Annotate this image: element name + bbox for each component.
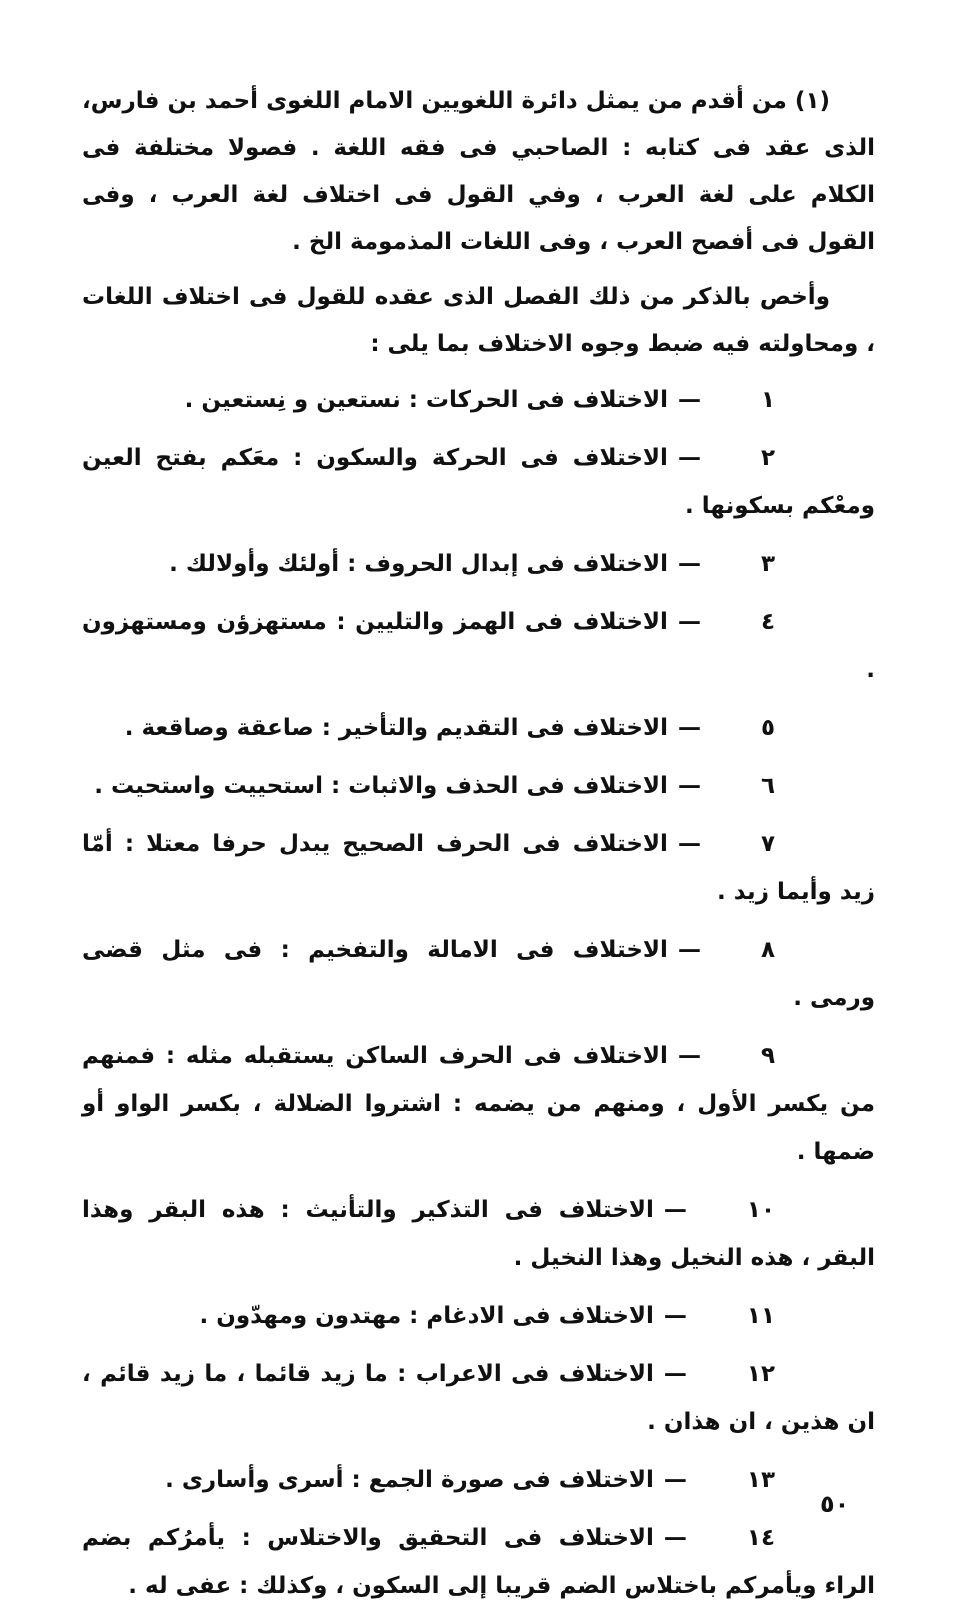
item-text: الاختلاف فى إبدال الحروف : أولئك وأولالك . <box>169 551 668 577</box>
list-item <box>82 762 875 810</box>
dash-separator: — <box>677 773 701 799</box>
item-number: ١ <box>760 387 775 413</box>
item-text: الاختلاف فى صورة الجمع : أسرى وأسارى . <box>165 1467 654 1493</box>
dash-separator: — <box>677 715 701 741</box>
item-text: الاختلاف فى التذكير والتأنيث : هذه البقر وهذا البقر ، هذه النخيل وهذا النخيل . <box>82 1197 875 1271</box>
item-text: الاختلاف فى الحركات : نستعين و نِستعين . <box>184 387 668 413</box>
page-body <box>82 78 875 1620</box>
item-number: ١١ <box>746 1303 775 1329</box>
dash-separator: — <box>677 1043 701 1069</box>
footnote-paragraph: (١) من أقدم من يمثل دائرة اللغويين الامام اللغوى أحمد بن فارس، الذى عقد فى كتابه : الصاحبي فى فقه اللغة . فصولا مختلفة فى الكلام على لغة العرب ، وفي القول فى اختلاف لغة العرب ، وفى القول فى أفصح العرب ، وفى اللغات المذمومة الخ . <box>82 88 875 255</box>
item-number: ٧ <box>760 831 775 857</box>
item-number: ١٢ <box>746 1361 775 1387</box>
dash-separator: — <box>663 1197 687 1223</box>
item-text: الاختلاف فى التقديم والتأخير : صاعقة وصاقعة . <box>124 715 668 741</box>
item-number: ٨ <box>760 937 775 963</box>
dash-separator: — <box>677 937 701 963</box>
dash-separator: — <box>663 1361 687 1387</box>
list-item <box>82 598 875 694</box>
item-text: الاختلاف فى الحذف والاثبات : استحييت واستحيت . <box>94 773 668 799</box>
item-text: الاختلاف فى الحرف الساكن يستقبله مثله : فمنهم من يكسر الأول ، ومنهم من يضمه : اشتروا الضلالة ، بكسر الواو أو ضمها . <box>82 1043 875 1165</box>
dash-separator: — <box>663 1303 687 1329</box>
dash-separator: — <box>663 1525 687 1551</box>
item-number: ٩ <box>760 1043 775 1069</box>
item-text: الاختلاف فى الحركة والسكون : معَكم بفتح العين ومعْكم بسكونها . <box>82 445 875 519</box>
dash-separator: — <box>677 445 701 471</box>
intro-paragraph: وأخص بالذكر من ذلك الفصل الذى عقده للقول فى اختلاف اللغات ، ومحاولته فيه ضبط وجوه الاختلاف بما يلى : <box>82 284 875 357</box>
list-item <box>82 1292 875 1340</box>
dash-separator: — <box>677 387 701 413</box>
list-item <box>82 1186 875 1282</box>
item-text: الاختلاف فى الادغام : مهتدون ومهدّون . <box>199 1303 654 1329</box>
dash-separator: — <box>677 609 701 635</box>
item-text: الاختلاف فى الهمز والتليين : مستهزؤن ومستهزون . <box>82 609 875 683</box>
item-number: ١٤ <box>746 1525 775 1551</box>
list-item <box>82 1350 875 1446</box>
item-number: ٢ <box>760 445 775 471</box>
dash-separator: — <box>677 831 701 857</box>
page-number: ٥٠ <box>820 1490 850 1518</box>
list-item <box>82 1456 875 1504</box>
item-number: ١٠ <box>746 1197 775 1223</box>
item-number: ٦ <box>760 773 775 799</box>
list-item <box>82 820 875 916</box>
item-number: ٤ <box>760 609 775 635</box>
list-item <box>82 1514 875 1610</box>
item-text: الاختلاف فى الحرف الصحيح يبدل حرفا معتلا : أمّا زيد وأيما زيد . <box>82 831 875 905</box>
list-item <box>82 540 875 588</box>
dash-separator: — <box>663 1467 687 1493</box>
item-number: ٣ <box>760 551 775 577</box>
item-text: الاختلاف فى الاعراب : ما زيد قائما ، ما زيد قائم ، ان هذين ، ان هذان . <box>82 1361 875 1435</box>
item-text: الاختلاف فى التحقيق والاختلاس : يأمرُكم بضم الراء ويأمركم باختلاس الضم قريبا إلى السكون ، وكذلك : عفى له . <box>82 1525 875 1599</box>
list-item <box>82 376 875 424</box>
item-text: الاختلاف فى الامالة والتفخيم : فى مثل قضى ورمى . <box>82 937 875 1011</box>
list-item <box>82 1032 875 1176</box>
difference-list <box>82 376 875 1610</box>
item-number: ٥ <box>760 715 775 741</box>
dash-separator: — <box>677 551 701 577</box>
list-item <box>82 704 875 752</box>
list-item <box>82 434 875 530</box>
list-item <box>82 926 875 1022</box>
item-number: ١٣ <box>746 1467 775 1493</box>
